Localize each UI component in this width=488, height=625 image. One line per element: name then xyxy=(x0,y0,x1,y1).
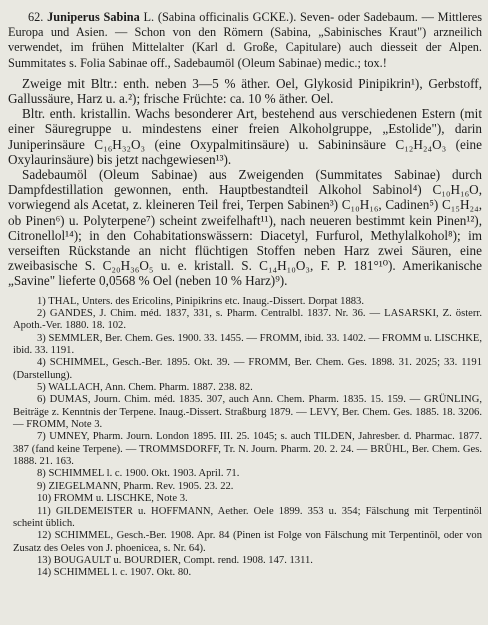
paragraph-oil: Sadebaumöl (Oleum Sabinae) aus Zweigenden (Summitates Sabinae) durch Dampfdestillation gewonnen, enth. Hauptbestandteil Alkohol Sabinol⁴) C₁₀H₁₆O, vorwiegend als Acetat, z. kleineren Teil frei, Terpen Sabinen³) C₁₀H₁₆, Cadinen⁵) C₁₅H₂₄, ob Pinen⁶) u. Polyterpene⁷) scheint zweifelhaft¹¹), nach neueren bestimmt kein Pinen¹²), Citronellol¹⁴); in den Cohabitationswässern: Diacetyl, Furfurol, Methylalkohol⁸); im verseiften Rückstande an nicht flüchtigen Stoffen neben Harz zwei Säuren, eine zweibasische S. C₂₀H₃₆O₅ u. e. kristall. S. C₁₄H₁₀O₃, F. P. 181°¹⁰). Amerikanische „Savine" lieferte 0,0568 % Oel (neben 10 % Harz)⁹). xyxy=(8,167,482,289)
footnote: 1) THAL, Unters. des Ericolins, Pinipikrins etc. Inaug.-Dissert. Dorpat 1883. xyxy=(37,295,364,307)
footnote: 3) SEMMLER, Ber. Chem. Ges. 1900. 33. 1455. — FROMM, ibid. 33. 1402. — FROMM u. LISCHKE, ibid. 33. 1191. xyxy=(13,332,482,357)
entry-number: 62. xyxy=(28,10,44,24)
species-name: Juniperus Sabina xyxy=(47,10,140,24)
footnote: 12) SCHIMMEL, Gesch.-Ber. 1908. Apr. 84 (Pinen ist Folge von Fälschung mit Terpentinöl, oder von Zusatz des Oeles von J. phoenicea, s. Nr. 64). xyxy=(13,530,482,554)
footnote: 5) WALLACH, Ann. Chem. Pharm. 1887. 238. 82. xyxy=(37,382,253,394)
footnote: 4) SCHIMMEL, Gesch.-Ber. 1895. Okt. 39. — FROMM, Ber. Chem. Ges. 1898. 31. 2025; 33. 1191 (Darstellung). xyxy=(13,357,482,381)
footnote: 6) DUMAS, Journ. Chim. méd. 1835. 307, auch Ann. Chem. Pharm. 1835. 15. 159. — GRÜNLING, Beiträge z. Kenntnis der Terpene. Inaug.-Dissert. Straßburg 1879. — LEVY, Ber. Chem. Ges. 1885. 18. 3206. — FROMM, Note 3. xyxy=(13,394,482,431)
footnotes xyxy=(8,296,482,580)
footnote: 8) SCHIMMEL l. c. 1900. Okt. 1903. April. 71. xyxy=(37,468,240,480)
footnote: 14) SCHIMMEL l. c. 1907. Okt. 80. xyxy=(37,567,192,579)
species-author: L. xyxy=(143,10,155,24)
footnote: 9) ZIEGELMANN, Pharm. Rev. 1905. 23. 22. xyxy=(37,480,234,492)
paragraph-leaves: Bltr. enth. kristallin. Wachs besonderer Art, bestehend aus verschiedenen Estern (mit einer Säuregruppe u. mindestens einer freien Alkoholgruppe, „Estolide"), darin Juniperinsäure C₁₆H₃₂O₃ (eine Oxypalmitinsäure) u. Sabininsäure C₁₂H₂₄O₃ (eine Oxylaurinsäure) bis jetzt nachgewiesen¹³). xyxy=(8,106,482,167)
footnote: 11) GILDEMEISTER u. HOFFMANN, Aether. Oele 1899. 353 u. 354; Fälschung mit Terpentinöl scheint üblich. xyxy=(13,505,482,529)
entry-heading xyxy=(8,10,482,71)
footnote: 7) UMNEY, Pharm. Journ. London 1895. III. 25. 1045; s. auch TILDEN, Jahresber. d. Pharmac. 1877. 387 (fand keine Terpene). — TROMMSDORFF, Tr. N. Journ. Pharm. 20. 2. 24. — BRÜHL, Ber. Chem. Ges. 1888. 21. 163. xyxy=(13,431,482,468)
footnote: 13) BOUGAULT u. BOURDIER, Compt. rend. 1908. 147. 1311. xyxy=(37,554,313,566)
main-text xyxy=(8,76,482,289)
entry-description: (Sabina officinalis GCKE.). Seven- oder Sadebaum. — Mittleres Europa und Asien. — Schon von den Römern (Sabina, „Sabinisches Kraut") arzneilich verwendet, im frühen Mittelalter (Karl d. Große, Capitulare) auch diesseit der Alpen. Summitates s. Folia Sabinae off., Sadebaumöl (Oleum Sabinae) medic.; tox.! xyxy=(8,10,483,70)
footnote: 2) GANDES, J. Chim. méd. 1837, 331, s. Pharm. Centralbl. 1837. Nr. 36. — LASARSKI, Z. österr. Apoth.-Ver. 1880. 18. 102. xyxy=(13,308,482,332)
footnote: 10) FROMM u. LISCHKE, Note 3. xyxy=(37,493,188,505)
paragraph-branches: Zweige mit Bltr.: enth. neben 3—5 % äther. Oel, Glykosid Pinipikrin¹), Gerbstoff, Gallussäure, Harz u. a.²); frische Früchte: ca. 10 % äther. Oel. xyxy=(8,75,482,107)
